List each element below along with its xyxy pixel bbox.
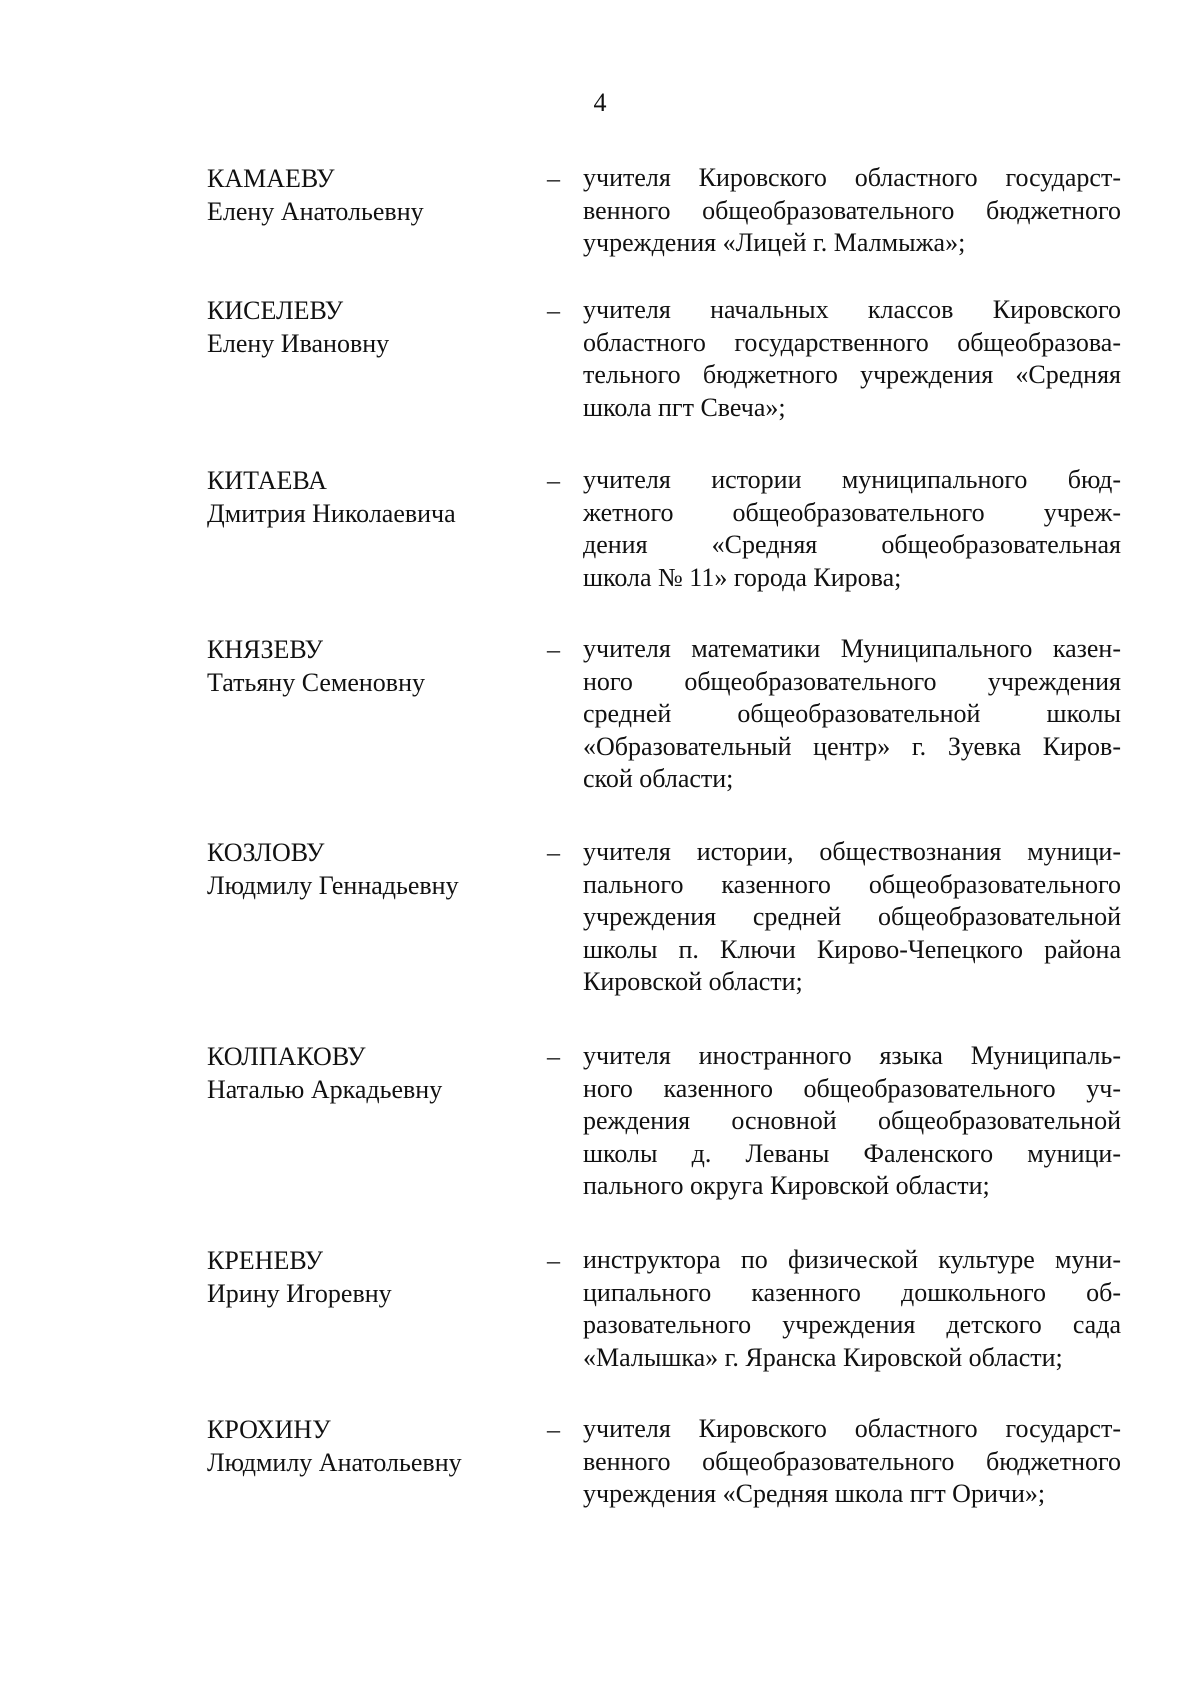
appointee-surname: КИСЕЛЕВУ — [207, 296, 344, 325]
appointee-name — [207, 1040, 537, 1106]
entry-dash: – — [547, 164, 560, 193]
appointee-name — [207, 1244, 537, 1310]
appointee-position-description — [583, 633, 1121, 796]
appointee-name — [207, 294, 537, 360]
description-line: разовательного учреждения детского сада — [583, 1310, 1121, 1340]
entry-dash: – — [547, 635, 560, 664]
appointee-name — [207, 1413, 537, 1479]
description-line: ного общеобразовательного учреждения — [583, 666, 1121, 696]
appointee-surname: КОЛПАКОВУ — [207, 1042, 366, 1071]
appointee-surname: КНЯЗЕВУ — [207, 635, 324, 664]
description-line: ного казенного общеобразовательного уч- — [583, 1073, 1121, 1103]
appointee-position-description — [583, 1040, 1121, 1203]
appointee-position-description — [583, 294, 1121, 424]
description-line: ципального казенного дошкольного об- — [583, 1277, 1121, 1307]
appointee-position-description — [583, 1244, 1121, 1374]
description-line: учителя начальных классов Кировского — [583, 295, 1121, 324]
description-line: областного государственного общеобразова- — [583, 327, 1121, 357]
entry-dash: – — [547, 1042, 560, 1071]
appointee-given-names: Татьяну Семеновну — [207, 668, 425, 697]
description-line: учреждения «Средняя школа пгт Оричи»; — [583, 1479, 1046, 1509]
description-line: учителя истории муниципального бюд- — [583, 465, 1121, 494]
appointee-position-description — [583, 1413, 1121, 1511]
appointee-name — [207, 633, 537, 699]
description-line: венного общеобразовательного бюджетного — [583, 195, 1121, 225]
appointee-given-names: Людмилу Геннадьевну — [207, 871, 459, 900]
appointee-name — [207, 464, 537, 530]
appointee-given-names: Ирину Игоревну — [207, 1279, 392, 1308]
description-line: учителя иностранного языка Муниципаль- — [583, 1041, 1121, 1070]
description-line: тельного бюджетного учреждения «Средняя — [583, 360, 1121, 390]
appointee-given-names: Наталью Аркадьевну — [207, 1075, 443, 1104]
appointee-given-names: Елену Анатольевну — [207, 197, 424, 226]
description-line: реждения основной общеобразовательной — [583, 1106, 1121, 1136]
appointee-given-names: Дмитрия Николаевича — [207, 499, 456, 528]
appointee-given-names: Людмилу Анатольевну — [207, 1448, 462, 1477]
description-line: Кировской области; — [583, 967, 803, 997]
description-line: учреждения средней общеобразовательной — [583, 902, 1121, 932]
appointee-surname: КАМАЕВУ — [207, 164, 335, 193]
description-line: венного общеобразовательного бюджетного — [583, 1446, 1121, 1476]
description-line: пального округа Кировской области; — [583, 1171, 990, 1201]
entry-dash: – — [547, 838, 560, 867]
appointee-surname: КОЗЛОВУ — [207, 838, 325, 867]
description-line: жетного общеобразовательного учреж- — [583, 497, 1121, 527]
description-line: школы д. Леваны Фаленского муници- — [583, 1138, 1121, 1168]
page-number: 4 — [593, 88, 607, 117]
entry-dash: – — [547, 296, 560, 325]
description-line: школы п. Ключи Кирово-Чепецкого района — [583, 934, 1121, 964]
appointee-position-description — [583, 464, 1121, 594]
appointee-position-description — [583, 836, 1121, 999]
appointee-name — [207, 162, 537, 228]
description-line: школа пгт Свеча»; — [583, 392, 786, 422]
description-line: учителя истории, обществознания муници- — [583, 837, 1121, 866]
appointee-name — [207, 836, 537, 902]
entry-dash: – — [547, 1415, 560, 1444]
description-line: «Образовательный центр» г. Зуевка Киров- — [583, 731, 1121, 761]
description-line: ской области; — [583, 764, 734, 794]
entry-dash: – — [547, 1246, 560, 1275]
description-line: средней общеобразовательной школы — [583, 699, 1121, 729]
description-line: инструктора по физической культуре муни- — [583, 1245, 1121, 1274]
appointee-position-description — [583, 162, 1121, 260]
appointee-surname: КРОХИНУ — [207, 1415, 331, 1444]
description-line: школа № 11» города Кирова; — [583, 562, 902, 592]
description-line: «Малышка» г. Яранска Кировской области; — [583, 1342, 1063, 1372]
appointee-given-names: Елену Ивановну — [207, 329, 390, 358]
appointee-surname: КРЕНЕВУ — [207, 1246, 323, 1275]
description-line: учреждения «Лицей г. Малмыжа»; — [583, 228, 966, 258]
description-line: учителя Кировского областного государст- — [583, 1414, 1121, 1443]
appointee-surname: КИТАЕВА — [207, 466, 327, 495]
description-line: учителя математики Муниципального казен- — [583, 634, 1121, 663]
description-line: дения «Средняя общеобразовательная — [583, 530, 1121, 560]
description-line: учителя Кировского областного государст- — [583, 163, 1121, 192]
description-line: пального казенного общеобразовательного — [583, 869, 1121, 899]
entry-dash: – — [547, 466, 560, 495]
